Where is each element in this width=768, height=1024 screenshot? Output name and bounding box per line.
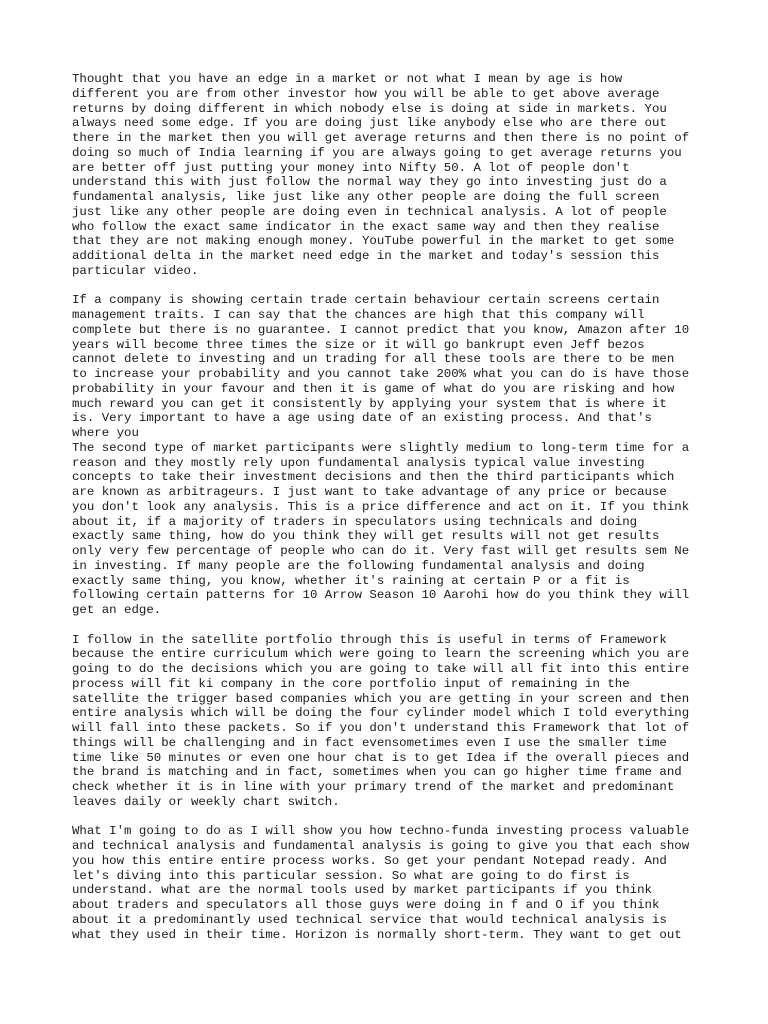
paragraph-satellite-portfolio: I follow in the satellite portfolio through this is useful in terms of Framework because the entire curriculum which were going to learn the screening which you are going to do the decisions which you are going to take will all fit into this entire process will fit ki company in the core portfolio input of remaining in the satellite the trigger based companies which you are getting in your screen and then entire analysis which will be doing the four cylinder model which I told everything will fall into these packets. So if you don't understand this Framework that lot of things will be challenging and in fact evensometimes even I use the smaller time time like 50 minutes or even one hour chat is to get Idea if the overall pieces and the brand is matching and in fact, sometimes when you can go higher time frame and check whether it is in line with your primary trend of the market and predominant leaves daily or weekly chart switch.: [72, 632, 690, 809]
paragraph-probability: If a company is showing certain trade certain behaviour certain screens certain management traits. I can say that the chances are high that this company will complete but there is no guarantee. I cannot predict that you know, Amazon after 10 years will become three times the size or it will go bankrupt even Jeff bezos cannot delete to investing and un trading for all these tools are there to be men to increase your probability and you cannot take 200% what you can do is have those probability in your favour and then it is game of what do you are risking and how much reward you can get it consistently by applying your system that is where it is. Very important to have a age using date of an existing process. And that's where you: [72, 293, 690, 440]
paragraph-techno-funda: What I'm going to do as I will show you how techno-funda investing process valuable and technical analysis and fundamental analysis is going to give you that each show you how this entire entire process works. So get your pendant Notepad ready. And let's diving into this particular session. So what are going to do first is understand. what are the normal tools used by market participants if you think about traders and speculators all those guys were doing in f and O if you think about it a predominantly used technical service that would technical analysis is what they used in their time. Horizon is normally short-term. They want to get out: [72, 824, 690, 942]
paragraph-market-participants: The second type of market participants were slightly medium to long-term time for a reason and they mostly rely upon fundamental analysis typical value investing concepts to take their investment decisions and then the third participants which are known as arbitrageurs. I just want to take advantage of any price or because you don't look any analysis. This is a price difference and act on it. If you think about it, if a majority of traders in speculators using technicals and doing exactly same thing, how do you think they will get results will not get results only very few percentage of people who can do it. Very fast will get results sem Ne in investing. If many people are the following fundamental analysis and doing exactly same thing, you know, whether it's raining at certain P or a fit is following certain patterns for 10 Arrow Season 10 Aarohi how do you think they will get an edge.: [72, 440, 690, 617]
paragraph-edge: Thought that you have an edge in a market or not what I mean by age is how different you are from other investor how you will be able to get above average returns by doing different in which nobody else is doing at side in markets. You always need some edge. If you are doing just like anybody else who are there out there in the market then you will get average returns and then there is no point of doing so much of India learning if you are always going to get average returns you are better off just putting your money into Nifty 50. A lot of people don't understand this with just follow the normal way they go into investing just do a fundamental analysis, like just like any other people are doing the full screen just like any other people are doing even in technical analysis. A lot of people who follow the exact same indicator in the exact same way and then they realise that they are not making enough money. YouTube powerful in the market to get some additional delta in the market need edge in the market and today's session this particular video.: [72, 72, 690, 278]
document-page: [72, 72, 712, 957]
